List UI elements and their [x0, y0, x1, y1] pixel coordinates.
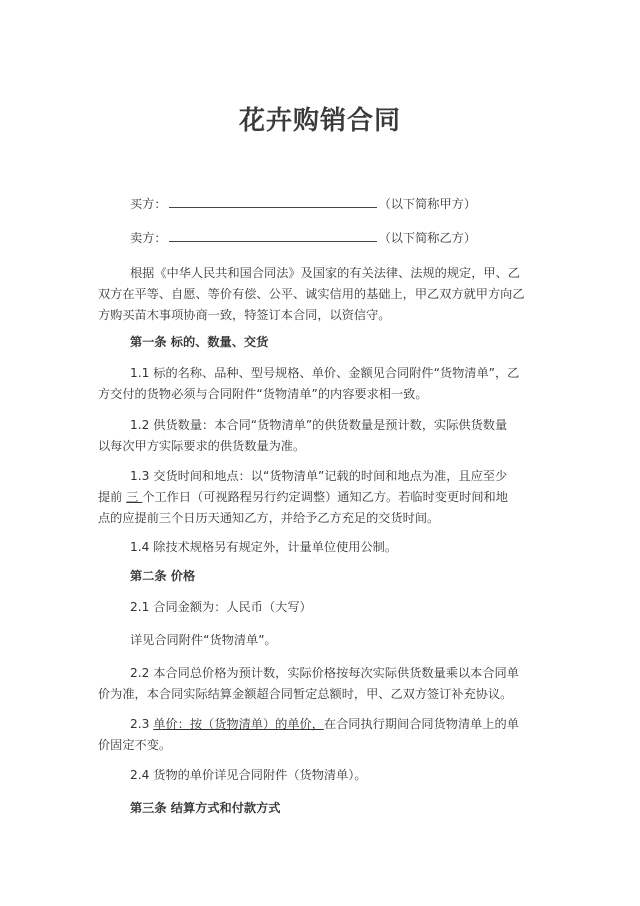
seller-label: 卖方： [130, 231, 167, 245]
intro-line: 双方在平等、自愿、等价有偿、公平、诚实信用的基础上，甲乙双方就甲方向乙 [98, 287, 525, 301]
article-heading: 第二条 价格 [130, 569, 196, 583]
clause-line [130, 714, 590, 734]
article-heading: 第一条 标的、数量、交货 [130, 335, 269, 349]
article-heading: 第三条 结算方式和付款方式 [130, 801, 281, 815]
clause-text: 个工作日（可视路程另行约定调整）通知乙方。若临时变更时间和地 [142, 490, 508, 504]
clause-line: 1.4 除技术规格另有规定外，计量单位使用公制。 [130, 540, 398, 554]
clause-text: 提前 [98, 490, 127, 504]
unit-price-clause: 单价：按（货物清单）的单价， [153, 717, 324, 731]
intro-line: 根据《中华人民共和国合同法》及国家的有关法律、法规的规定，甲、乙 [130, 266, 520, 280]
clause-line: 1.3 交货时间和地点：以“货物清单”记载的时间和地点为准，且应至少 [130, 469, 508, 483]
buyer-line [130, 194, 590, 214]
clause-line: 方交付的货物必须与合同附件“货物清单”的内容要求相一致。 [98, 387, 428, 401]
clause-line: 1.1 标的名称、品种、型号规格、单价、金额见合同附件“货物清单”，乙 [130, 366, 520, 380]
seller-blank-field[interactable] [169, 229, 377, 242]
clause-line: 2.1 合同金额为：人民币（大写） [130, 600, 312, 614]
clause-line: 价固定不变。 [98, 738, 172, 752]
page-title: 花卉购销合同 [238, 106, 401, 136]
clause-line: 以每次甲方实际要求的供货数量为准。 [98, 439, 306, 453]
clause-line: 点的应提前三个日历天通知乙方，并给予乙方充足的交货时间。 [98, 511, 440, 525]
clause-line: 1.2 供货数量：本合同“货物清单”的供货数量是预计数，实际供货数量 [130, 418, 508, 432]
days-count: 三 [126, 490, 143, 504]
clause-text: 在合同执行期间合同货物清单上的单 [323, 717, 519, 731]
clause-text: 2.3 [130, 717, 154, 731]
clause-line: 2.2 本合同总价格为预计数，实际价格按每次实际供货数量乘以本合同单 [130, 666, 519, 680]
clause-line: 详见合同附件“货物清单”。 [130, 633, 277, 647]
buyer-label: 买方： [130, 197, 167, 211]
intro-line: 方购买苗木事项协商一致，特签订本合同，以资信守。 [98, 308, 391, 322]
seller-line [130, 228, 590, 248]
buyer-blank-field[interactable] [169, 195, 377, 208]
clause-line: 2.4 货物的单价详见合同附件（货物清单）。 [130, 768, 367, 782]
seller-suffix: （以下简称乙方） [378, 231, 477, 245]
buyer-suffix: （以下简称甲方） [378, 197, 477, 211]
clause-line [98, 487, 558, 507]
clause-line: 价为准，本合同实际结算金额超合同暂定总额时，甲、乙双方签订补充协议。 [98, 687, 513, 701]
